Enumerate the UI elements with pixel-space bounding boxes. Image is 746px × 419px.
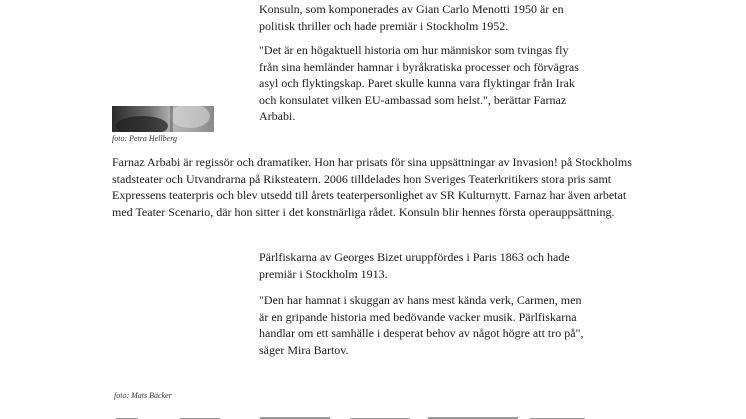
cut-off-text-line [110,410,590,419]
stage-photo [112,228,222,234]
text-line: stadsteater och Utvandrarna på Riksteatern. 2006 tilldelades hon Sveriges Teaterkritikers stora pris samt [112,171,612,186]
bio-paragraph [112,154,632,220]
photo-caption: foto: Petra Hellberg [112,134,178,143]
text-line: "Det är en högaktuell historia om hur människor som tvingas fly [259,43,569,57]
text-line: Expressens teaterpris och blev utsedd till årets teaterpersonlighet av SR Kulturnytt. Farnaz har även arbetat [112,188,627,202]
text-line: asyl och flyktingskap. Paret skulle kunna vara flyktingar från Irak [259,76,575,90]
text-line: premiär i Stockholm 1913. [259,266,388,281]
text-line: Konsuln, som komponerades av Gian Carlo Menotti 1950 är en [259,2,564,16]
quote-bartov-paragraph [259,292,583,358]
portrait-photo [112,106,214,132]
text-line: "Den har hamnat i skuggan av hans mest kända verk, Carmen, men [259,293,582,307]
text-line: säger Mira Bartov. [259,342,349,357]
text-line: från sina hemländer hamnar i byråkratiska processer och förvägras [259,59,579,74]
text-line: med Teater Scenario, där hon sitter i det konstnärliga rådet. Konsuln blir hennes första operauppsättning. [112,204,615,219]
text-line: handlar om ett samhälle i desperat behov av något högre att tro på", [259,326,584,340]
text-line: politisk thriller och hade premiär i Stockholm 1952. [259,18,509,33]
text-line: och konsulatet vilken EU-ambassad som helst.", berättar Farnaz [259,92,567,107]
quote-arbabi-paragraph [259,42,579,125]
text-line: Arbabi. [259,109,296,123]
text-line: är en gripande historia med bedövande vacker musik. Pärlfiskarna [259,309,577,324]
text-line: Farnaz Arbabi är regissör och dramatiker. Hon har prisats för sina uppsättningar av Invasion! på Stockholms [112,155,632,169]
intro-paragraph [259,1,564,34]
photo-caption: foto: Mats Bäcker [114,391,172,400]
parlfiskarna-paragraph [259,249,570,282]
text-line: Pärlfiskarna av Georges Bizet uruppfördes i Paris 1863 och hade [259,250,570,264]
